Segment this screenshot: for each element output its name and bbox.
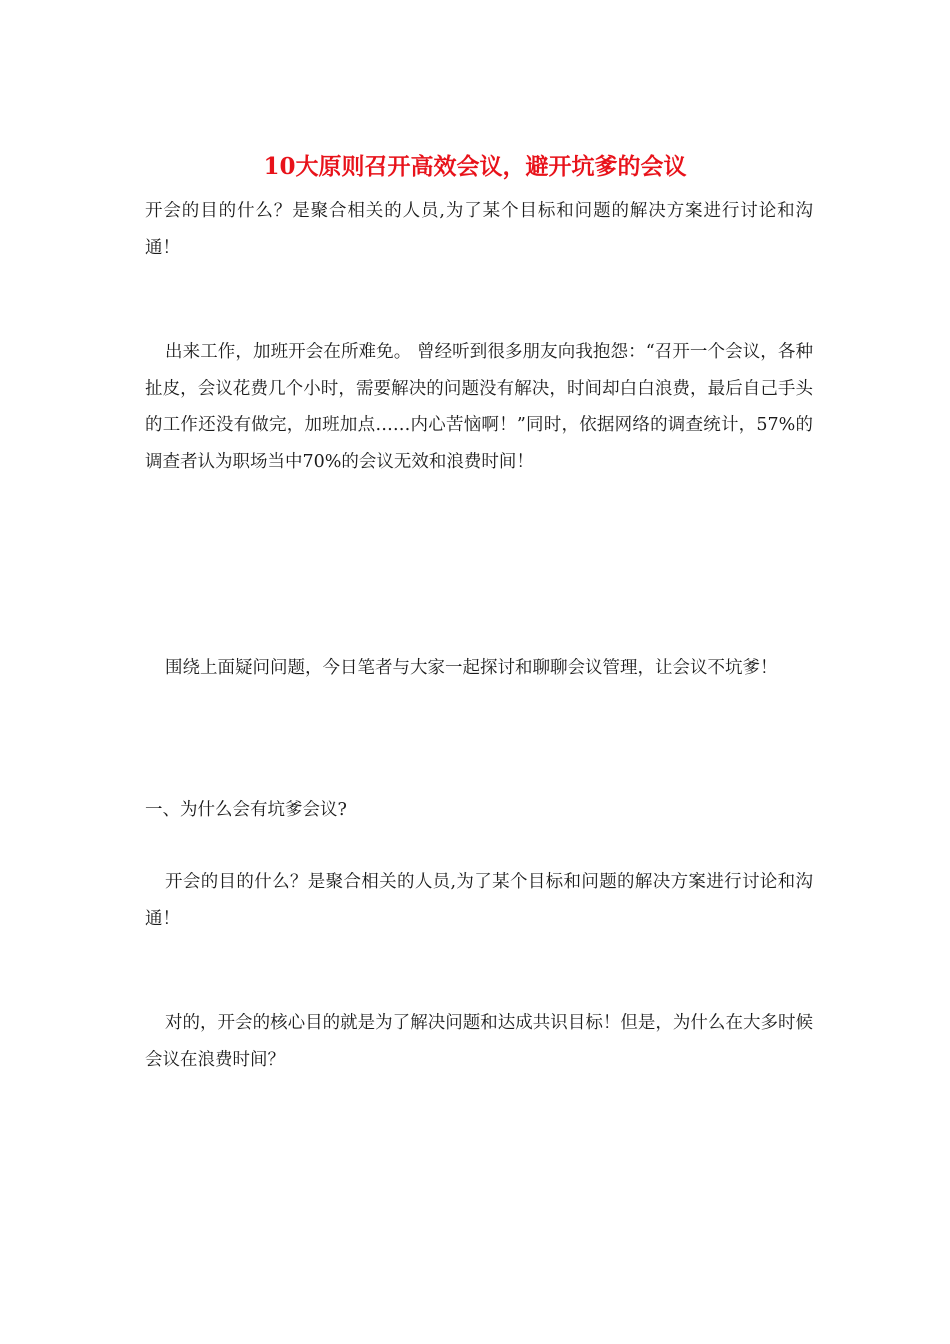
topic-paragraph: 围绕上面疑问问题，今日笔者与大家一起探讨和聊聊会议管理，让会议不坑爹！ bbox=[165, 658, 778, 678]
purpose-paragraph: 开会的目的什么？是聚合相关的人员,为了某个目标和问题的解决方案进行讨论和沟通！ bbox=[145, 872, 813, 929]
document-title: 10大原则召开高效会议，避开坑爹的会议 bbox=[263, 153, 687, 180]
core-purpose-paragraph: 对的，开会的核心目的就是为了解决问题和达成共识目标！但是，为什么在大多时候会议在浪费时间？ bbox=[145, 1013, 813, 1070]
complaint-paragraph: 出来工作，加班开会在所难免。 曾经听到很多朋友向我抱怨：“召开一个会议，各种扯皮，会议花费几个小时，需要解决的问题没有解决，时间却白白浪费，最后自己手头的工作还没有做完，加班加点……内心苦恼啊！”同时，依据网络的调查统计，57%的调查者认为职场当中70%的会议无效和浪费时间！ bbox=[145, 342, 813, 472]
intro-paragraph: 开会的目的什么？是聚合相关的人员,为了某个目标和问题的解决方案进行讨论和沟通！ bbox=[145, 201, 813, 258]
section-heading: 一、为什么会有坑爹会议? bbox=[145, 800, 347, 820]
